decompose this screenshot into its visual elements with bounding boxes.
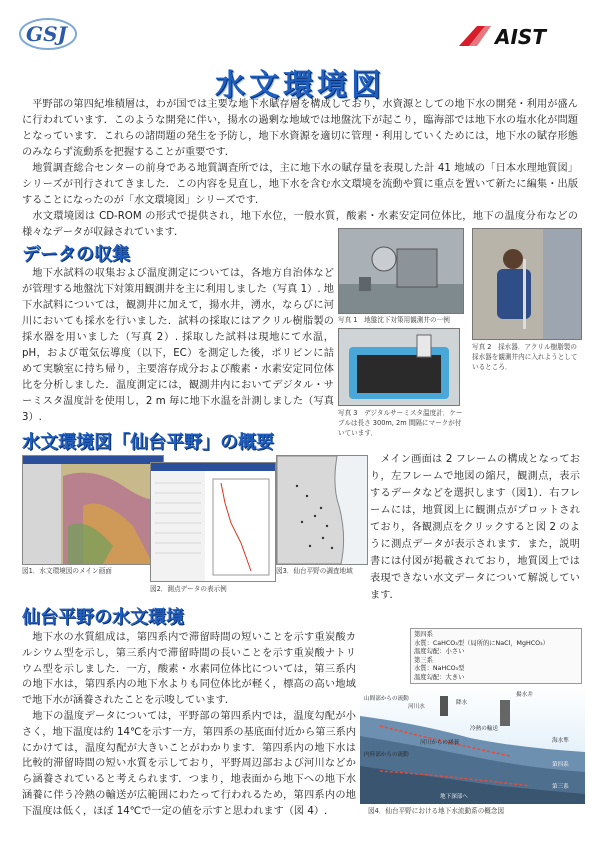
- intro-paragraph: 水文環境図は CD-ROM の形式で提供され，地下水位，一般水質，酸素・水素安定同位体比，地下の温度分布などの様々なデータが収録されています．: [22, 211, 578, 238]
- figure-survey-area: [276, 455, 368, 565]
- fig4-label-inland: 内陸部からの流動: [364, 752, 409, 758]
- fig4-label-cooling: 冷熱の輸送: [470, 726, 498, 732]
- figure-main-screen: [22, 455, 164, 565]
- aist-logo-text: AIST: [495, 25, 546, 49]
- photo2-caption: 写真 2 採水器．アクリル樹脂製の採水器を観測井内に入れようとしているところ．: [472, 343, 578, 371]
- photo-water-sampler: [472, 228, 582, 340]
- fig4-label-deep: 地下深部へ: [440, 794, 468, 800]
- legend-quaternary-temp: 温度勾配：小さい: [414, 648, 465, 656]
- hydro-env-paragraph: 地下の温度データについては，平野部の第四系内では，温度勾配が小さく，地下温度は約 14℃を示す一方，第四系の基底面付近から第三系内にかけては，温度勾配が大きいことがわかります．第四系内の地下水は比較的滞留時間の短い水質を示しており，平野周辺部および河川などから涵養されていると考えられます．つまり，地表面から地下への地下水涵養に伴う冷熱の輸送が広範囲にわたって行われるため，第四系内の地下温度は低く，ほぼ 14℃で一定の値を示すと思われます（図 4）.: [22, 710, 356, 817]
- legend-tertiary-water: 水質：NaHCO₃型: [414, 665, 465, 673]
- legend-tertiary-title: 第三系: [414, 656, 433, 664]
- hydro-env-paragraph: 地下水の水質組成は，第四系内で滞留時間の短いことを示す重炭酸カルシウム型を示し，第三系内で滞留時間の長いことを示す重炭酸ナトリウム型を示しました．一方，酸素・水素同位体比については，第三系内の地下水は，第四系内の地下水よりも同位体比が軽く，標高の高い地域で地下水が涵養されたことを示唆しています．: [22, 632, 356, 707]
- section-title-overview: 水文環境図「仙台平野」の概要: [22, 432, 274, 453]
- figure-observation-data: [150, 462, 276, 582]
- data-collection-paragraph: 地下水試料の収集および温度測定については，各地方自治体などが管理する地盤沈下対策用観測井を主に利用しました（写真 1）. 地下水試料については，観測井に加えて，揚水井，湧水，ならびに河川においても採水を行いました．試料の採取にはアクリル樹脂製の採水器を用いました（写真 2）. 採取した試料は現地にて水温，pH，および電気伝導度（以下，EC）を測定した後，ポリビンに詰めて実験室に持ち帰り，主要溶存成分および酸素・水素安定同位体比を分析しました．温度測定には，観測井内においてデジタル・サーミスタ温度計を使用し，2 m 毎に地下水温を計測しました（写真 3）.: [22, 268, 334, 423]
- intro-paragraph: 地質調査総合センターの前身である地質調査所では，主に地下水の賦存量を表現した計 41 地域の「日本水理地質図」シリーズが刊行されてきました．この内容を見直し，地下水を含む水文環境を流動や質に重点を置いて新たに編集・出版することになったのが「水文環境図」シリーズです．: [22, 163, 578, 206]
- legend-quaternary-water: 水質：CaHCO₃型（局所的にNaCl，MgHCO₃）: [414, 639, 549, 647]
- fig4-label-pump: 揚水井: [516, 692, 533, 698]
- fig4-label-rain: 降水: [456, 700, 468, 706]
- photo-observation-well: [338, 228, 464, 314]
- fig4-label-q: 第四系: [552, 762, 569, 768]
- intro-text: [22, 97, 578, 241]
- intro-paragraph: 平野部の第四紀堆積層は，わが国では主要な地下水賦存層を構成しており，水資源としての地下水の開発・利用が盛んに行われています．このような開発に伴い，揚水の過剰な地域では地盤沈下が起こり，臨海部では地下水の塩水化が問題となっています．これらの諸問題の発生を予防し，地下水資源を適切に管理・利用していくためには，地下水の賦存形態のみならず流動系を把握することが重要です．: [22, 99, 578, 158]
- fig4-label-river-recharge: 河川からの涵養: [420, 740, 460, 746]
- data-collection-text: [22, 266, 334, 426]
- section-title-data-collection: データの収集: [22, 244, 130, 265]
- aist-logo: [455, 22, 585, 50]
- gsj-logo-text: GSJ: [26, 22, 67, 46]
- overview-text: [370, 451, 580, 604]
- fig3-caption: 図3．仙台平野の調査地域: [276, 567, 353, 575]
- gsj-logo: [18, 16, 78, 52]
- overview-paragraph: メイン画面は 2 フレームの構成となっており，左フレームで地図の縮尺，観測点，表示するデータなどを選択します（図1）．右フレームには，地質図上に観測点がプロットされており，各観測点をクリックすると図 2 のように測点データが表示されます．また，説明書には付図が掲載されており，地質図上では表現できない水文データについて解説しています．: [370, 454, 580, 601]
- fig1-caption: 図1．水文環境図のメイン画面: [22, 567, 112, 575]
- hydro-env-text: [22, 630, 356, 820]
- fig4-label-mountain: 山間部からの流動: [364, 696, 409, 702]
- legend-quaternary-title: 第四系: [414, 631, 433, 638]
- fig4-caption: 図4．仙台平野における地下水流動系の概念図: [368, 807, 505, 815]
- photo3-caption: 写真 3 デジタルサーミスタ温度計．ケーブルは長さ 300m, 2m 間隔にマークが付いています．: [338, 409, 463, 437]
- fig2-caption: 図2．測点データの表示例: [150, 585, 227, 593]
- fig4-label-sea: 海水準: [552, 738, 569, 744]
- fig4-label-t: 第三系: [552, 784, 569, 790]
- fig4-legend: [410, 628, 582, 684]
- fig4-label-river: 河川水: [408, 704, 425, 710]
- photo1-caption: 写真 1 地盤沈下対策用観測井の一例: [338, 316, 450, 324]
- legend-tertiary-temp: 温度勾配：大きい: [414, 673, 465, 681]
- section-title-hydro-env: 仙台平野の水文環境: [22, 607, 184, 628]
- page-title: 水文環境図: [215, 68, 385, 103]
- fig4-flow-diagram: [360, 686, 585, 804]
- photo-thermistor: [338, 328, 460, 406]
